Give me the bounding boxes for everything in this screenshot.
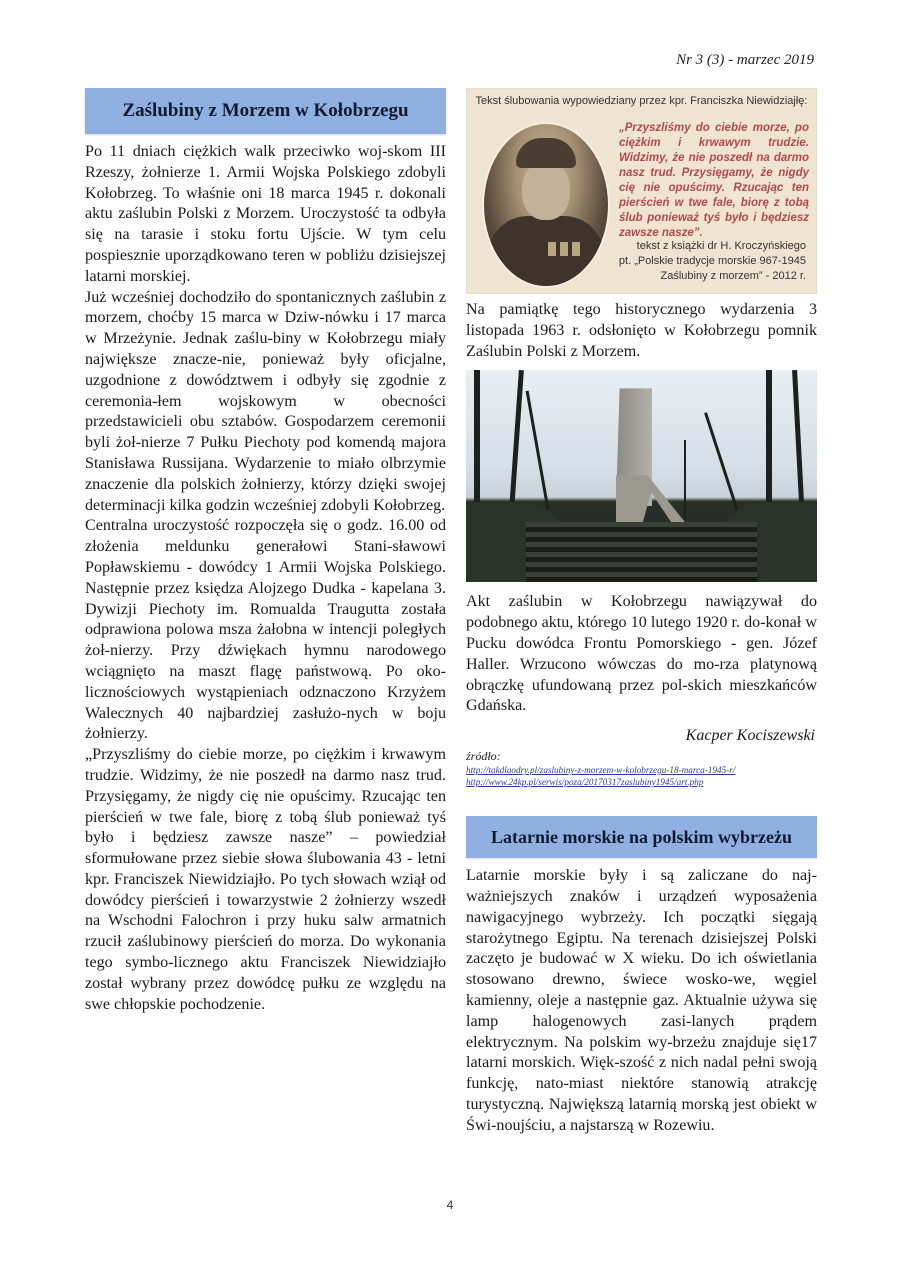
lighthouse-paragraph: Latarnie morskie były i są zaliczane do naj-ważniejszych znaków i urządzeń wyposażenia nawigacyjnego wybrzeży. Ich początki sięgają starożytnego Egiptu. Na terenach dzisiejszej Polski zaczęto je budować w X wieku. Do ich oświetlania stosowano drewno, świece wosko-we, węgiel kamienny, oleje a następnie gaz. Aktualnie używa się lamp halogenowych zasi-lanych prądem elektrycznym. Na polskim wy-brzeżu znajduje się17 latarni morskich. Więk-szość z nich nadal pełni swoją funkcję, nato-miast niektóre stanowią atrakcję turystyczną. Największą latarnią morską jest obiekt w Świ-noujściu, a najstarszą w Rozewiu. [466,867,817,1134]
page-number: 4 [446,1198,454,1212]
oath-heading: Tekst ślubowania wypowiedziany przez kpr. Franciszka Niewidziajłę: [475,95,808,107]
oath-citation [586,239,806,284]
section-title: Zaślubiny z Morzem w Kołobrzegu [85,88,446,134]
source-link[interactable]: http://www.24kp.pl/serwis/poza/20170317zaslubiny1945/art.php [466,777,704,788]
monument-photo [466,370,817,582]
right-column [466,88,817,1137]
source-link[interactable]: http://takdlaodry.pl/zaslubiny-z-morzem-w-kolobrzegu-18-marca-1945-r/ [466,765,736,776]
section-title: Latarnie morskie na polskim wybrzeżu [466,816,817,858]
issue-label: Nr 3 (3) - marzec 2019 [676,52,814,68]
steps [526,522,757,582]
article-paragraph: Już wcześniej dochodziło do spontanicznych zaślubin z morzem, choćby 15 marca w Dziw-nówku i 17 marca w Mrzeżynie. Jednak zaślu-biny w Kołobrzegu miały największe znacze-nie, ponieważ były oficjalne, uzgodnione z dowództwem i odbyły się zgodnie z ceremonia-łem wojskowym w obecności przedstawicieli obu sztabów. Gospodarzem ceremonii byli żoł-nierze 7 Pułku Piechoty pod komendą majora Stanisława Russijana. Wydarzenie to miało olbrzymie znaczenie dla polskich żołnierzy, którzy dzięki swojej determinacji kilka godzin wcześniej zdobyli Kołobrzeg. [85,288,446,514]
article-paragraph: Centralna uroczystość rozpoczęła się o godz. 16.00 od złożenia meldunku generałowi Stani-sławowi Popławskiemu - dowódcy 1 Armii Wojska Polskiego. Następnie przez księdza Alojzego Dudka - kapelana 3. Dywizji Piechoty im. Romualda Traugutta została odprawiona polowa msza żałobna w intencji poległych żoł-nierzy. Przy dźwiękach hymnu narodowego wciągnięto na maszt flagę państwową. Po oko-licznościowych wystąpieniach odznaczono Krzyżem Walecznych 40 najbardziej zasłużo-nych w boju żołnierzy. [85,517,446,743]
citation-line: Zaślubiny z morzem” - 2012 r. [660,270,806,282]
oath-box [466,88,817,294]
article-zaslubiny [85,88,446,1015]
monument-paragraph: Na pamiątkę tego historycznego wydarzenia 3 listopada 1963 r. odsłonięto w Kołobrzegu pomnik Zaślubin Polski z Morzem. [466,301,817,360]
citation-line: pt. „Polskie tradycje morskie 967-1945 [618,255,806,267]
oath-quote: „Przyszliśmy do ciebie morze, po ciężkim i krwawym trudzie. Widzimy, że nie poszedł na darmo nasz trud. Przysięgamy, że nigdy cię nie opuścimy. Rzucając ten pierścień w twe fale, biorę z tobą ślub ponieważ tyś było i będziesz zawsze nasze”. [619,122,809,239]
author-signature: Kacper Kociszewski [685,727,815,745]
article-paragraph: Po 11 dniach ciężkich walk przeciwko woj-skom III Rzeszy, żołnierze 1. Armii Wojska Polskiego zdobyli Kołobrzeg. To właśnie oni 18 marca 1945 r. dokonali aktu zaślubin Polski z Morzem. Uroczystość ta odbyła się na tarasie i stoku fortu Ujście. W tym celu pospiesznie uporządkowano teren w pobliżu dzisiejszej latarni morskiej. [85,143,446,285]
haller-paragraph: Akt zaślubin w Kołobrzegu nawiązywał do podobnego aktu, którego 10 lutego 1920 r. do-konał w Pucku dowódca Frontu Pomorskiego - gen. Józef Haller. Wrzucono wówczas do mo-rza platynową obrączkę ufundowaną przez pol-skich mieszkańców Gdańska. [466,593,817,715]
sources-label: źródło: [466,749,501,764]
article-paragraph: „Przyszliśmy do ciebie morze, po ciężkim i krwawym trudzie. Widzimy, że nie poszedł na darmo nasz trud. Przysięgamy, że nigdy cię nie opuścimy. Rzucając ten pierścień w twe fale, biorę z tobą ślub ponieważ tyś było i będziesz zawsze nasze” – powiedział sformułowane przez siebie słowa ślubowania 43 - letni kpr. Franciszek Niewidziajło. Po tych słowach wziął od dowódcy pierścień i towarzystwie 2 żołnierzy wszedł na Wschodni Falochron i przy huku salw armatnich rzucił zaślubinowy pierścień do morza. Do wykonania tego symbo-licznego aktu Franciszek Niewidziajło został wybrany przez dowódcę pułku ze względu na swe chłopskie pochodzenie. [85,746,446,1013]
citation-line: tekst z książki dr H. Kroczyńskiego [636,240,806,252]
